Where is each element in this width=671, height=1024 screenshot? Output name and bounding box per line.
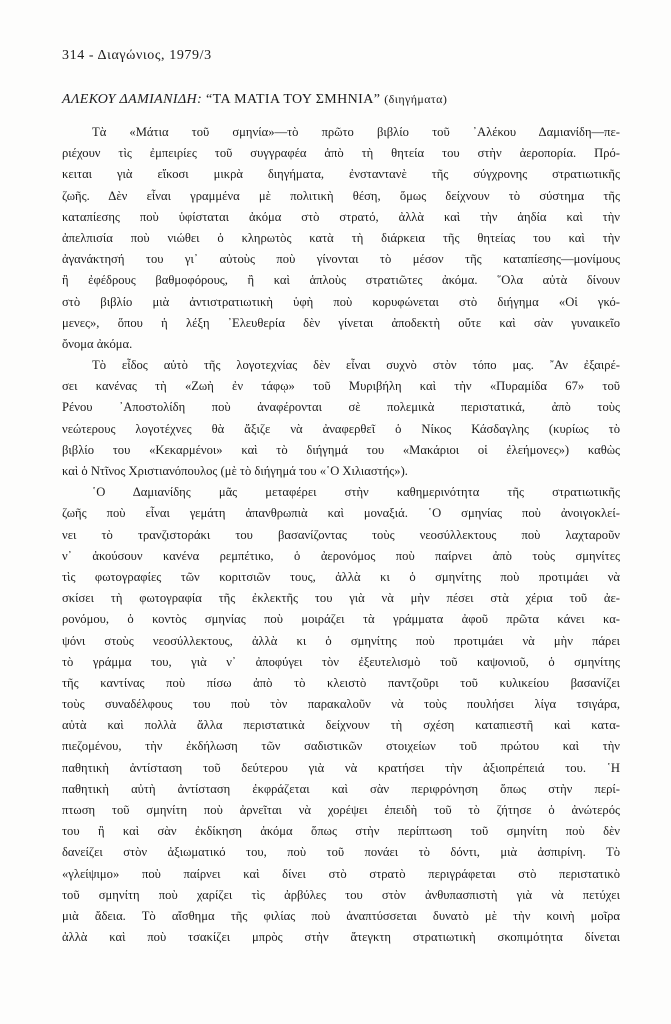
article-author: ΑΛΕΚΟΥ ΔΑΜΙΑΝΙΔΗ:	[62, 92, 203, 107]
text-line: παθητικὴ αὐτὴ ἀντίσταση ἐκφράζεται καὶ σὰν περιφρόνηση ὅπως στὴν περί-	[62, 781, 620, 796]
paragraph	[62, 482, 620, 948]
text-line: ζωῆς. Δὲν εἶναι γραμμένα μὲ πολιτικὴ θέση, ὅμως δείχνουν τὸ σύστημα τῆς	[62, 188, 620, 203]
article-book-title: “ΤΑ ΜΑΤΙΑ ΤΟΥ ΣΜΗΝΙΑ”	[206, 92, 381, 107]
text-line: του ἢ καὶ σὰν ἐκδίκηση ἀκόμα ὅπως στὴν περίπτωση τοῦ σμηνίτη ποὺ δὲν	[62, 824, 620, 839]
text-line: τῆς καντίνας ποὺ πίσω ἀπὸ τὸ κλειστὸ παντζοῦρι τοῦ κυλικείου βασανίζει	[62, 675, 620, 690]
text-line: νει τὸ τρανζιστοράκι του βασανίζοντας τοὺς νεοσύλλεκτους ποὺ λαχταροῦν	[62, 527, 620, 542]
text-line: ψόνι στοὺς νεοσύλλεκτους, ἀλλὰ κι ὁ σμηνίτης ποὺ προτιμάει νὰ μὴν πάρει	[62, 633, 620, 648]
text-line: πιεζομένου, τὴν ἐκδήλωση τῶν σαδιστικῶν στοιχείων τοῦ πρώτου καὶ τὴν	[62, 739, 620, 754]
text-line: καταπίεσης ποὺ ὑφίσταται ἀκόμα στὸ στρατό, ἀλλὰ καὶ τὴν ἀηδία καὶ τὴν	[62, 209, 620, 224]
text-line: στὸ βιβλίο μιὰ ἀντιστρατιωτικὴ ὑφὴ ποὺ κορυφώνεται στὸ διήγημα «Οἱ γκό-	[62, 294, 620, 309]
paragraph	[62, 122, 620, 355]
text-line: Τὰ «Μάτια τοῦ σμηνία»—τὸ πρῶτο βιβλίο τοῦ ᾿Αλέκου Δαμιανίδη—πε-	[92, 125, 620, 139]
text-line: μενες», ὅπου ἡ λέξη ᾿Ελευθερία δὲν γίνεται ἀποδεκτὴ οὔτε καὶ σὰν γυναικεῖο	[62, 315, 620, 330]
text-line: ζωῆς ποὺ εἶναι γεμάτη ἀπανθρωπιὰ καὶ μοναξιά. ῾Ο σμηνίας ποὺ ἀνοιγοκλεί-	[62, 506, 620, 521]
text-line: ὄνομα ἀκόμα.	[62, 336, 133, 351]
text-line: τὶς φωτογραφίες τῶν κοριτσιῶν τους, ἀλλὰ κι ὁ σμηνίτης ποὺ προτιμάει νὰ	[62, 569, 620, 584]
text-line: ἀπελπισία ποὺ νιώθει ὁ κληρωτὸς κατὰ τὴ διάρκεια τῆς θητείας του καὶ τὴν	[62, 230, 620, 245]
article-genre: (διηγήματα)	[384, 92, 448, 106]
running-head: 314 - Διαγώνιος, 1979/3	[62, 48, 212, 63]
text-line: «γλείψιμο» ποὺ παίρνει καὶ δίνει στὸ στρατὸ περιγράφεται στὸ περιστατικὸ	[62, 866, 620, 881]
text-line: μιὰ ἄδεια. Τὸ αἴσθημα τῆς φιλίας ποὺ ἀναπτύσσεται δυνατὸ μὲ τὴν κοινὴ μοῖρα	[62, 908, 620, 923]
text-line: ἢ ἐφέδρους βαθμοφόρους, ἢ καὶ ἁπλοὺς στρατιῶτες ἀκόμα. ῞Ολα αὐτὰ δίνουν	[62, 273, 620, 288]
text-line: κειται γιὰ εἴκοσι μικρὰ διηγήματα, ἐνσταντανὲ τῆς σύγχρονης στρατιωτικῆς	[62, 167, 620, 182]
text-line: σκίσει τὴ φωτογραφία τῆς ἐκλεκτῆς του γιὰ νὰ μὴν πέσει στὰ χέρια τοῦ ἀε-	[62, 591, 620, 606]
text-line: ἀγανάκτησή του γι᾿ αὐτοὺς ποὺ γίνονται τὸ μέσον τῆς καταπίεσης—μονίμους	[62, 252, 620, 267]
paragraph	[62, 355, 620, 482]
article-body	[62, 122, 620, 948]
text-line: τοῦ σμηνίτη ποὺ χαρίζει τὶς ἀρβύλες του στὸν ἀνθυπασπιστὴ γιὰ νὰ πετύχει	[62, 887, 620, 902]
article-title	[62, 92, 622, 108]
text-line: αὐτὰ καὶ πολλὰ ἄλλα περιστατικὰ δείχνουν τὴ σχέση καταπιεστῆ καὶ κατα-	[62, 718, 620, 733]
text-line: δανείζει στὸν ἀξιωματικό του, ποὺ τοῦ πονάει τὸ δόντι, μιὰ ἀσπιρίνη. Τὸ	[62, 845, 620, 860]
text-line: Ρένου ᾿Αποστολίδη ποὺ ἀναφέρονται σὲ πολεμικὰ περιστατικά, ἀπὸ τοὺς	[62, 400, 620, 415]
text-line: ἀλλὰ καὶ ποὺ τσακίζει μπρὸς στὴν ἄτεγκτη στρατιωτικὴ σκοπιμότητα δίνεται	[62, 930, 620, 945]
text-line: πτωση τοῦ σμηνίτη ποὺ ἀρνεῖται νὰ χορέψει ἐπειδὴ τοῦ τὸ ζήτησε ὁ ἀνώτερός	[62, 803, 620, 817]
text-line: ν᾿ ἀκούσουν κανένα ρεμπέτικο, ὁ ἀερονόμος ποὺ παίρνει ἀπὸ τοὺς σμηνίτες	[62, 548, 620, 563]
text-line: ριέχουν τὶς ἐμπειρίες τοῦ συγγραφέα ἀπὸ τὴ θητεία του στὴν ἀεροπορία. Πρό-	[62, 146, 620, 161]
text-line: τοὺς συναδέλφους του ποὺ τὸν παρακαλοῦν νὰ τοὺς πουλήσει λίγα τσιγάρα,	[62, 697, 620, 712]
text-line: τὸ γράμμα του, γιὰ ν᾿ ἀποφύγει τὸν ἐξευτελισμὸ τοῦ καψονιοῦ, ὁ σμηνίτης	[62, 654, 620, 669]
text-line: σει κανένας τὴ «Ζωὴ ἐν τάφῳ» τοῦ Μυριβήλη καὶ τὴν «Πυραμίδα 67» τοῦ	[62, 379, 620, 394]
text-line: καὶ ὁ Ντῖνος Χριστιανόπουλος (μὲ τὸ διήγημά του «῾Ο Χιλιαστής»).	[62, 464, 408, 478]
text-line: ῾Ο Δαμιανίδης μᾶς μεταφέρει στὴν καθημερινότητα τῆς στρατιωτικῆς	[92, 485, 620, 500]
text-line: ρονόμου, ὁ κοντὸς σμηνίας ποὺ μοιράζει τὰ γράμματα ἀφοῦ πρῶτα κάνει κα-	[62, 612, 620, 627]
text-line: νεώτερους λογοτέχνες θὰ ἄξιζε νὰ ἀναφερθεῖ ὁ Νίκος Κάσδαγλης (κυρίως τὸ	[62, 421, 620, 436]
text-line: παθητικὴ ἀντίσταση τοῦ δεύτερου γιὰ νὰ κρατήσει τὴν ἀξιοπρέπειά του. ῾Η	[62, 760, 620, 775]
text-line: βιβλίο του «Κεκαρμένοι» καὶ τὸ διήγημά του «Μακάριοι οἱ ἐλεήμονες») καθὼς	[62, 442, 620, 457]
text-line: Τὸ εἶδος αὐτὸ τῆς λογοτεχνίας δὲν εἶναι συχνὸ στὸν τόπο μας. ῎Αν ἐξαιρέ-	[92, 358, 620, 373]
